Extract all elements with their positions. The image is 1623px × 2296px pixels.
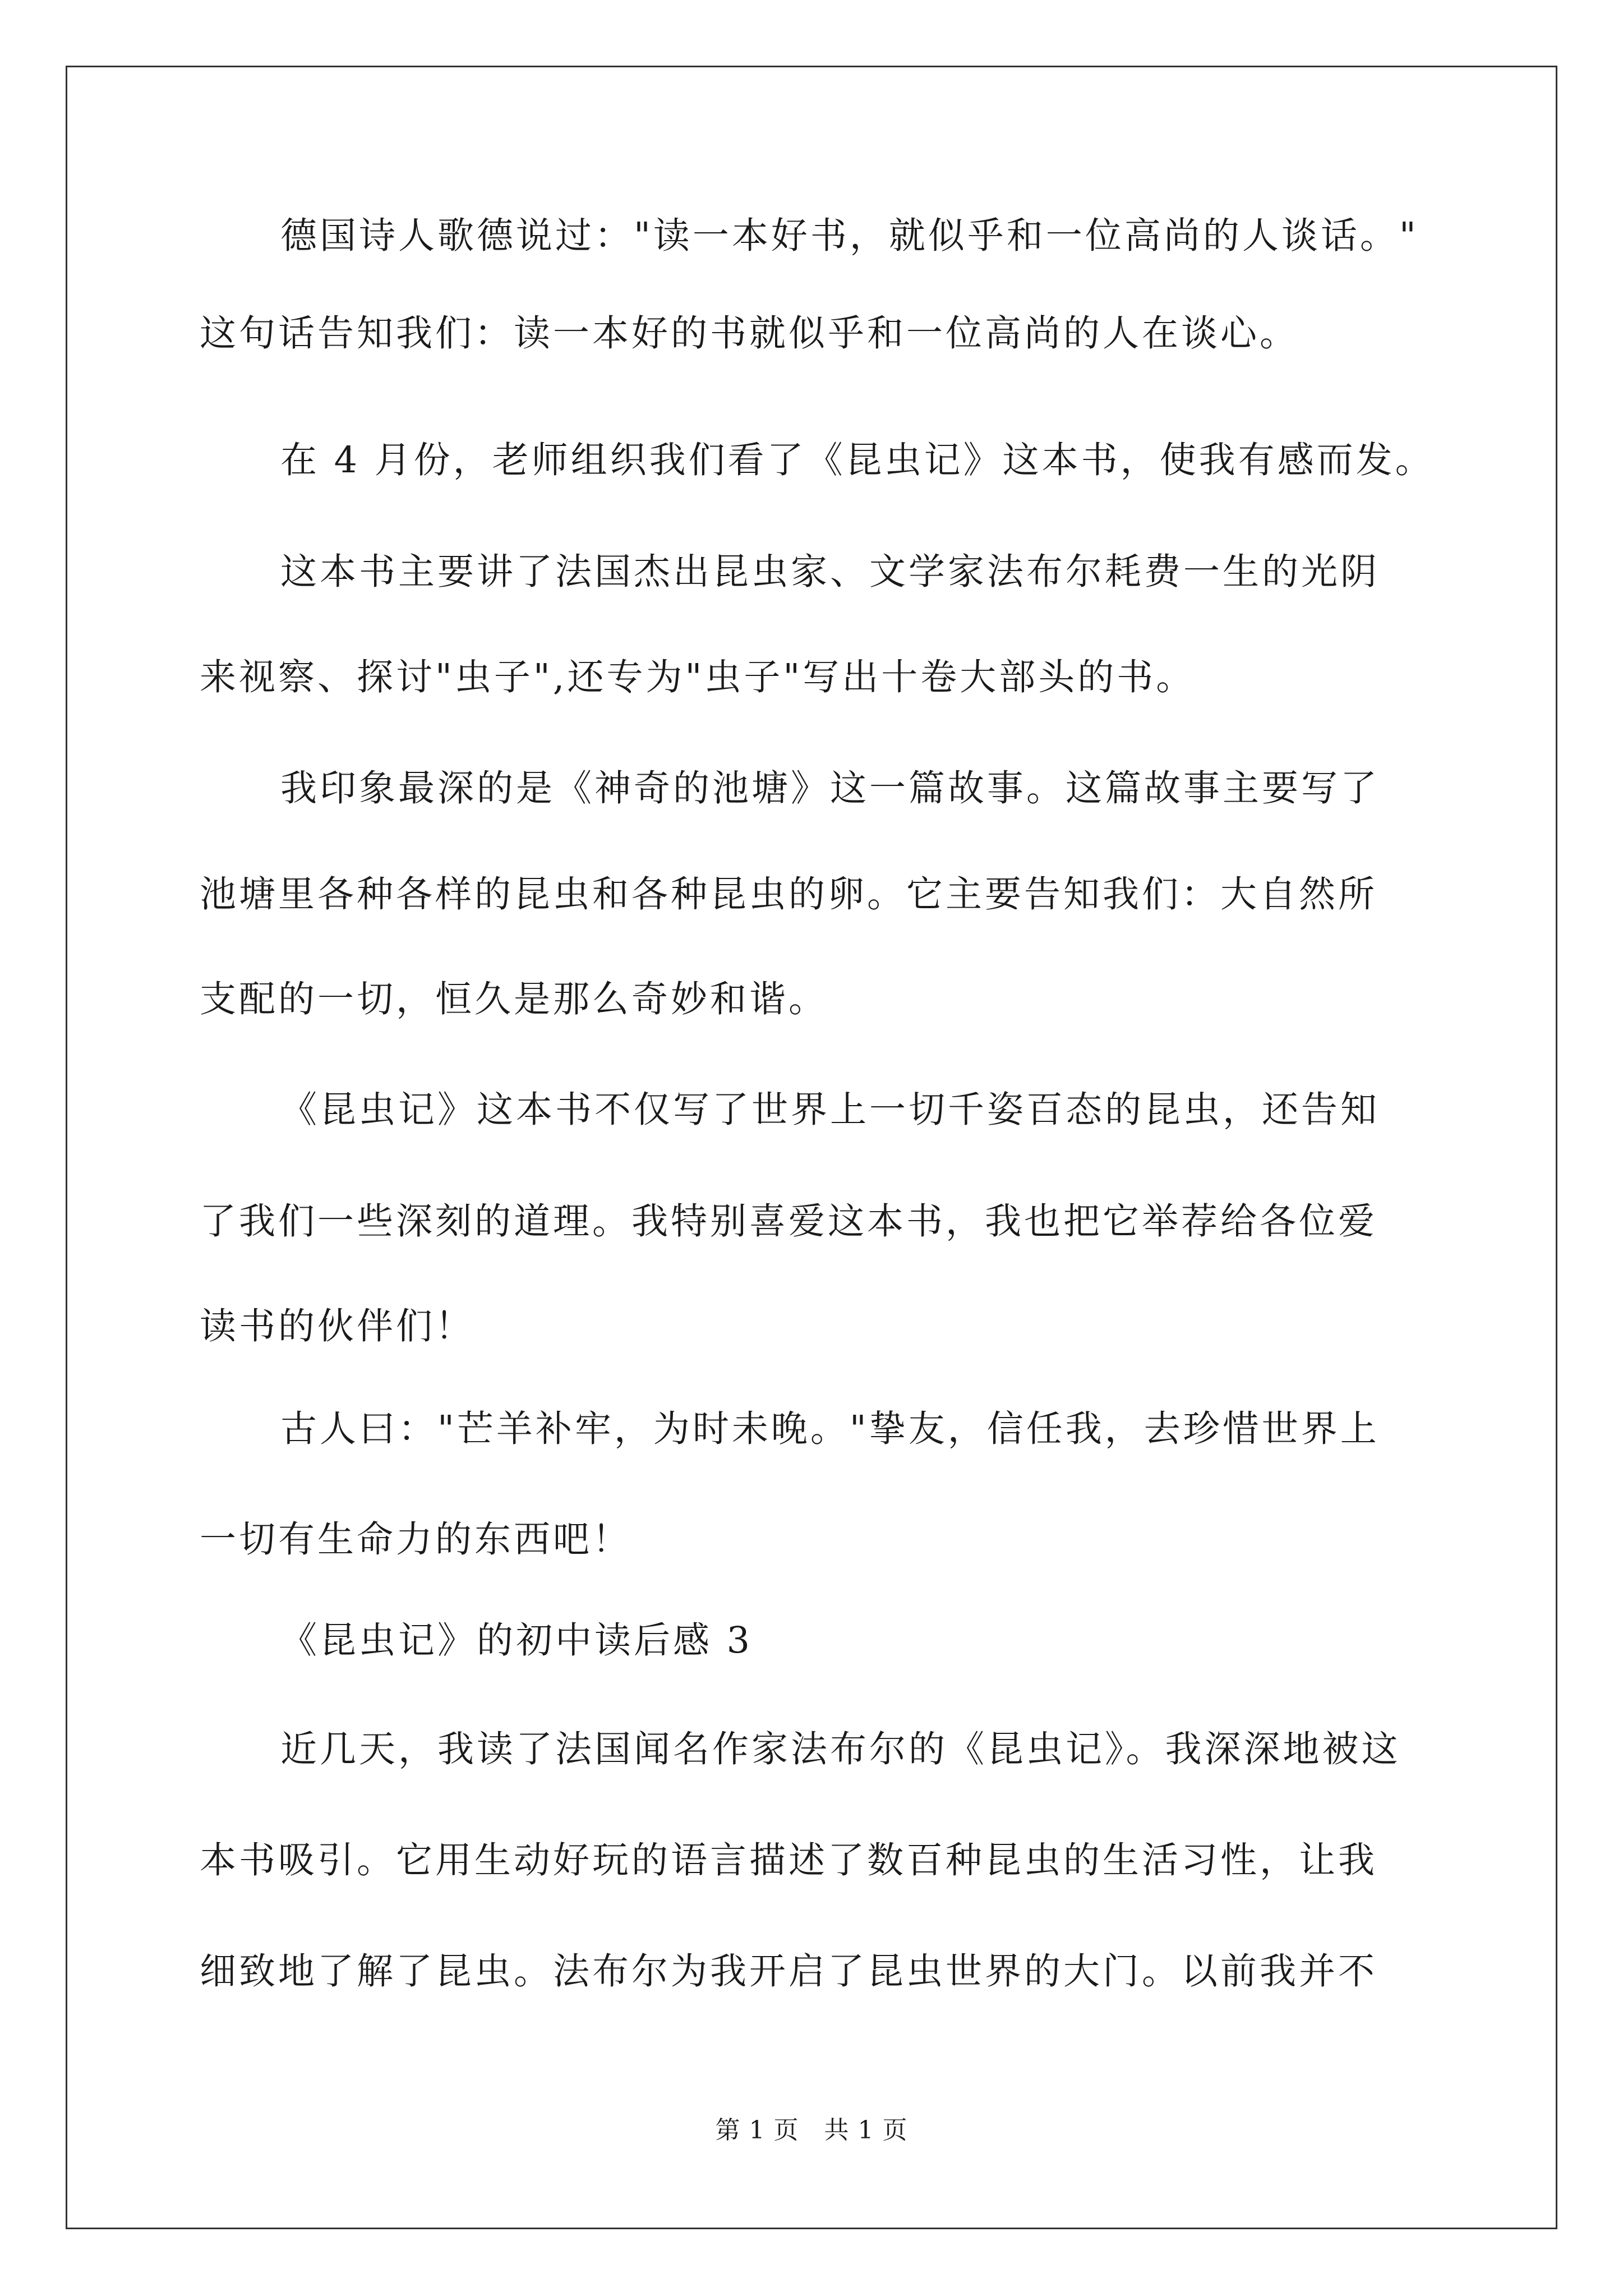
paragraph-1-line-2: 这句话告知我们：读一本好的书就似乎和一位高尚的人在谈心。 xyxy=(200,312,1299,355)
paragraph-7-line-1: 近几天，我读了法国闻名作家法布尔的《昆虫记》。我深深地被这 xyxy=(280,1728,1401,1770)
paragraph-5-line-1: 《昆虫记》这本书不仅写了世界上一切千姿百态的昆虫，还告知 xyxy=(280,1089,1380,1131)
paragraph-5-line-2: 了我们一些深刻的道理。我特别喜爱这本书，我也把它举荐给各位爱 xyxy=(200,1200,1378,1243)
paragraph-1-line-1: 德国诗人歌德说过："读一本好书，就似乎和一位高尚的人谈话。" xyxy=(280,215,1419,257)
paragraph-6-line-1: 古人曰："芒羊补牢，为时未晚。"挚友，信任我，去珍惜世界上 xyxy=(280,1408,1380,1450)
paragraph-5-line-3: 读书的伙伴们！ xyxy=(200,1305,475,1347)
section-heading: 《昆虫记》的初中读后感 3 xyxy=(280,1619,753,1662)
paragraph-7-line-2: 本书吸引。它用生动好玩的语言描述了数百种昆虫的生活习性，让我 xyxy=(200,1839,1378,1881)
paragraph-7-line-3: 细致地了解了昆虫。法布尔为我开启了昆虫世界的大门。以前我并不 xyxy=(200,1950,1378,1993)
page-number-footer: 第 1 页 共 1 页 xyxy=(715,2116,908,2145)
paragraph-4-line-3: 支配的一切，恒久是那么奇妙和谐。 xyxy=(200,978,828,1020)
paragraph-4-line-2: 池塘里各种各样的昆虫和各种昆虫的卵。它主要告知我们：大自然所 xyxy=(200,873,1378,915)
paragraph-3-line-1: 这本书主要讲了法国杰出昆虫家、文学家法布尔耗费一生的光阴 xyxy=(280,551,1380,593)
paragraph-6-line-2: 一切有生命力的东西吧！ xyxy=(200,1519,632,1561)
paragraph-3-line-2: 来视察、探讨"虫子",还专为"虫子"写出十卷大部头的书。 xyxy=(200,656,1196,698)
paragraph-2-line-1: 在 4 月份，老师组织我们看了《昆虫记》这本书，使我有感而发。 xyxy=(280,439,1435,481)
page-border xyxy=(66,66,1557,2229)
paragraph-4-line-1: 我印象最深的是《神奇的池塘》这一篇故事。这篇故事主要写了 xyxy=(280,767,1380,809)
